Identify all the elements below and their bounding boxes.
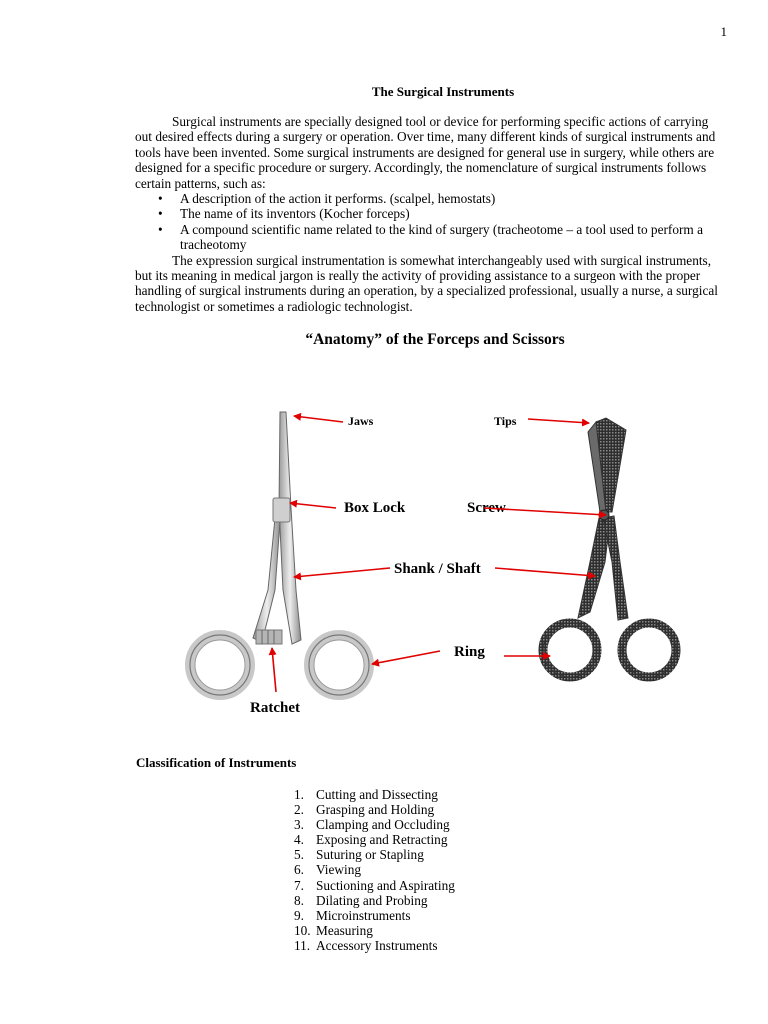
pointer-arrows	[272, 416, 606, 692]
list-item: 6. Viewing	[294, 862, 361, 878]
label-box-lock: Box Lock	[344, 500, 406, 516]
forceps-illustration	[190, 412, 369, 695]
list-item: 9. Microinstruments	[294, 907, 411, 923]
label-ring: Ring	[454, 644, 485, 660]
document-title: The Surgical Instruments	[371, 84, 515, 99]
list-item: 1. Cutting and Dissecting	[294, 787, 438, 802]
arrow-tips	[528, 419, 589, 423]
label-jaws: Jaws	[348, 414, 374, 428]
list-item: 8. Dilating and Probing	[294, 892, 428, 908]
list-item: 5. Suturing or Stapling	[294, 847, 424, 863]
arrow-ratchet	[272, 648, 276, 692]
box-lock-joint	[273, 498, 290, 522]
classification-list	[294, 787, 455, 953]
arrow-shank-forceps	[294, 568, 390, 577]
arrow-ring-forceps	[372, 651, 440, 664]
label-tips: Tips	[494, 414, 517, 428]
list-item: • A compound scientific name related to the kind of surgery (tracheotome – a tool used to perform a tracheotomy	[135, 222, 725, 253]
list-item: • A description of the action it performs. (scalpel, hemostats)	[135, 191, 725, 206]
anatomy-title: “Anatomy” of the Forceps and Scissors	[305, 331, 565, 348]
scissors-illustration	[543, 418, 676, 677]
list-item: 10. Measuring	[294, 922, 373, 938]
list-item: 3. Clamping and Occluding	[294, 817, 450, 833]
page-number: 1	[720, 24, 727, 39]
anatomy-illustration	[0, 390, 768, 730]
label-ratchet: Ratchet	[250, 700, 300, 716]
naming-pattern-list	[135, 191, 725, 253]
intro-section	[135, 114, 725, 314]
list-item: 2. Grasping and Holding	[294, 802, 435, 818]
label-screw: Screw	[467, 500, 506, 516]
instrumentation-paragraph: The expression surgical instrumentation is somewhat interchangeably used with surgical instruments, but its meaning in medical jargon is really the activity of providing assistance to a surgeon with the proper handling of surgical instruments during an operation, by a specialized professional, usually a nurse, a surgical technologist or sometimes a radiologic technologist.	[135, 252, 718, 314]
arrow-jaws	[294, 416, 343, 422]
classification-title: Classification of Instruments	[136, 755, 297, 770]
list-item: 7. Suctioning and Aspirating	[294, 877, 455, 893]
anatomy-diagram	[0, 390, 768, 730]
list-item: 11. Accessory Instruments	[294, 937, 438, 953]
list-item: 4. Exposing and Retracting	[294, 832, 448, 848]
list-item: • The name of its inventors (Kocher forceps)	[135, 206, 725, 221]
arrow-shank-scissors	[495, 568, 595, 576]
ratchet-teeth	[256, 630, 282, 644]
arrow-box-lock	[290, 503, 336, 508]
label-shank: Shank / Shaft	[394, 561, 481, 577]
intro-paragraph: Surgical instruments are specially designed tool or device for performing specific actions of carrying out desired effects during a surgery or operation. Over time, many different kinds of surgical instruments and tools have been invented. Some surgical instruments are designed for general use in surgery, while others are designed for a specific procedure or surgery. Accordingly, the nomenclature of surgical instruments follows certain patterns, such as:	[135, 114, 716, 191]
